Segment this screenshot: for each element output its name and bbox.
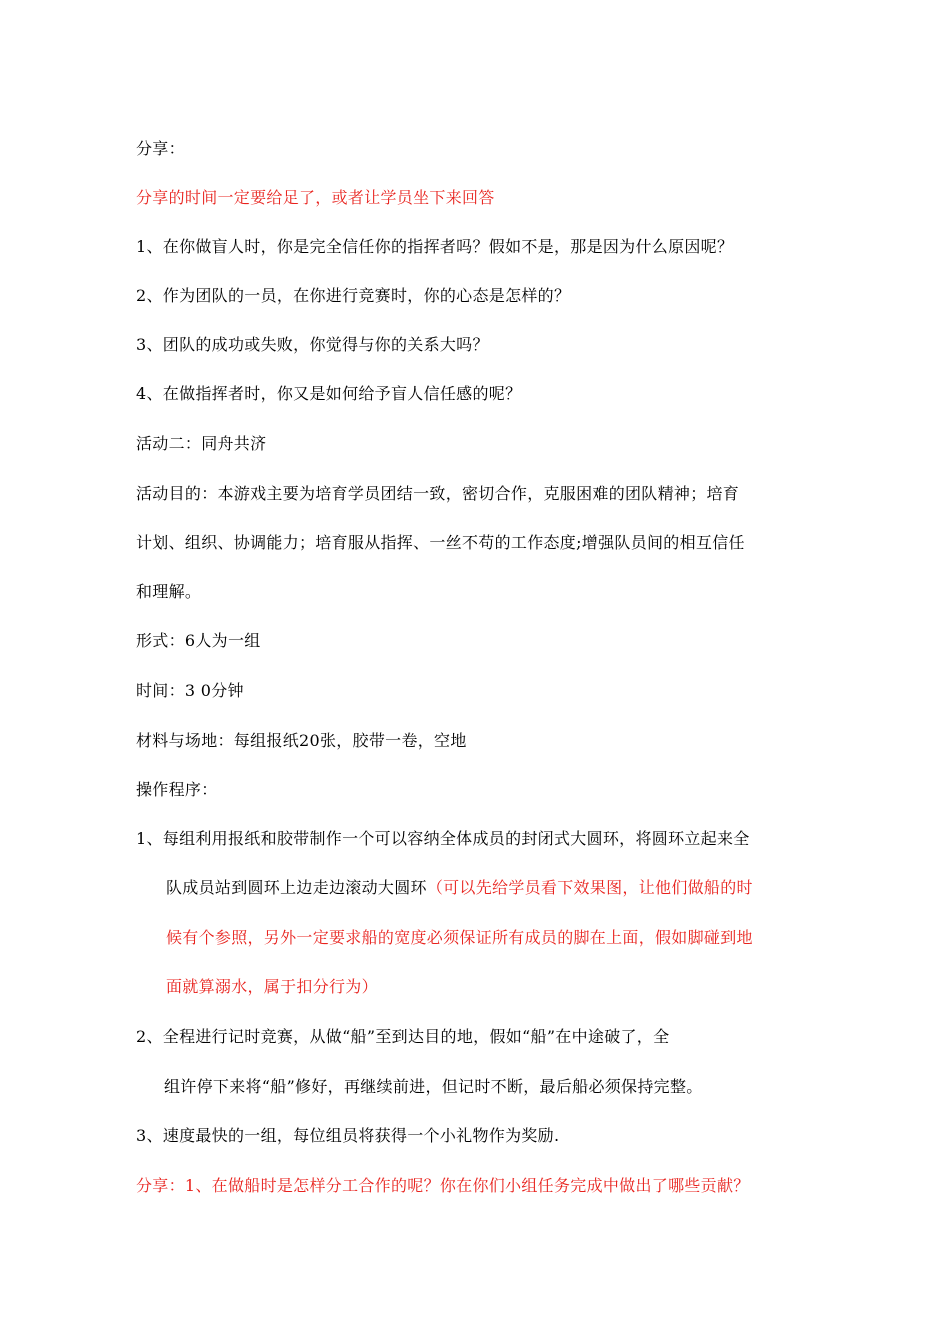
activity-2-title: 活动二：同舟共济 xyxy=(136,434,267,453)
share-heading: 分享： xyxy=(136,139,185,158)
share-question-boat: 分享：1、在做船时是怎样分工合作的呢？你在你们小组任务完成中做出了哪些贡献？ xyxy=(136,1176,750,1195)
activity-purpose-line-3: 和理解。 xyxy=(136,582,202,601)
step-1-note-line-2: 候有个参照，另外一定要求船的宽度必须保证所有成员的脚在上面，假如脚碰到地 xyxy=(166,928,753,947)
step-3: 3、速度最快的一组，每位组员将获得一个小礼物作为奖励. xyxy=(136,1126,560,1145)
activity-purpose-line-1: 活动目的：本游戏主要为培育学员团结一致，密切合作，克服困难的团队精神；培育 xyxy=(136,484,740,503)
step-1-note-line-3: 面就算溺水，属于扣分行为） xyxy=(166,977,378,996)
question-4: 4、在做指挥者时，你又是如何给予盲人信任感的呢？ xyxy=(136,384,522,403)
activity-purpose-line-2: 计划、组织、协调能力；培育服从指挥、一丝不苟的工作态度;增强队员间的相互信任 xyxy=(136,533,745,552)
activity-time: 时间：3 0分钟 xyxy=(136,681,244,700)
step-1-text: 队成员站到圆环上边走边滚动大圆环 xyxy=(166,878,427,897)
question-2: 2、作为团队的一员，在你进行竞赛时，你的心态是怎样的？ xyxy=(136,286,571,305)
step-2-line-1: 2、全程进行记时竞赛，从做“船”至到达目的地，假如“船”在中途破了，全 xyxy=(136,1027,670,1046)
share-note: 分享的时间一定要给足了，或者让学员坐下来回答 xyxy=(136,188,495,207)
step-1-line-1: 1、每组利用报纸和胶带制作一个可以容纳全体成员的封闭式大圆环，将圆环立起来全 xyxy=(136,829,750,848)
activity-format: 形式：6人为一组 xyxy=(136,631,261,650)
step-1-note: （可以先给学员看下效果图，让他们做船的时 xyxy=(426,878,753,897)
activity-materials: 材料与场地：每组报纸20张，胶带一卷，空地 xyxy=(136,731,467,750)
procedure-heading: 操作程序： xyxy=(136,780,218,799)
question-1: 1、在你做盲人时，你是完全信任你的指挥者吗？假如不是，那是因为什么原因呢？ xyxy=(136,237,734,256)
step-1-line-2 xyxy=(166,877,753,899)
question-3: 3、团队的成功或失败，你觉得与你的关系大吗？ xyxy=(136,335,489,354)
step-2-line-2: 组许停下来将“船”修好，再继续前进，但记时不断，最后船必须保持完整。 xyxy=(164,1077,703,1096)
